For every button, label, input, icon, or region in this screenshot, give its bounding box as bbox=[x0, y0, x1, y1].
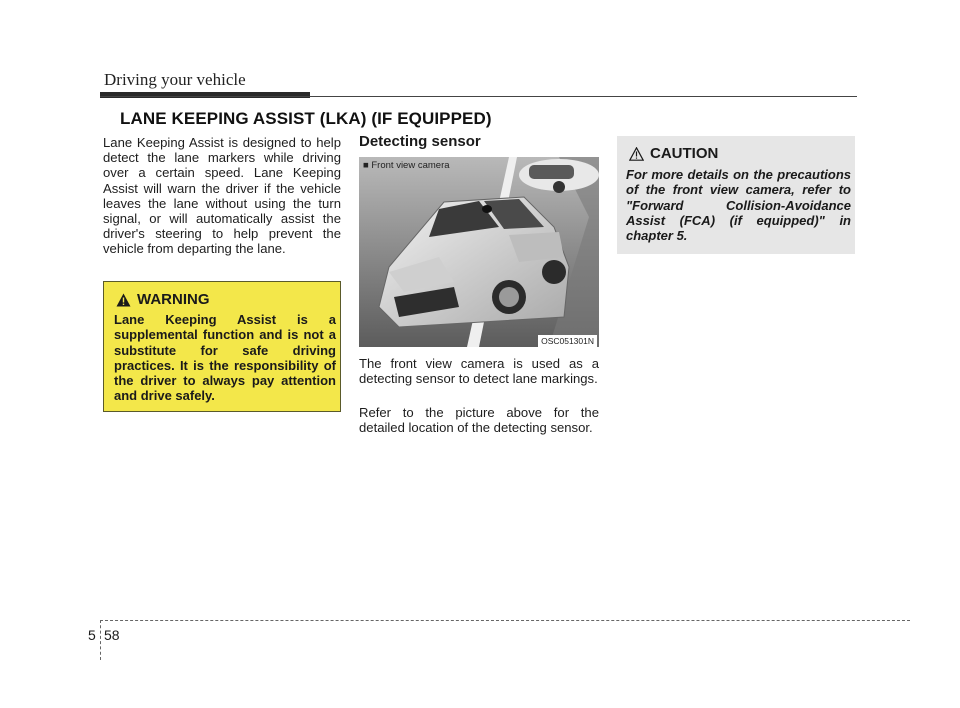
footer-rule bbox=[100, 620, 910, 621]
warning-title: WARNING bbox=[137, 291, 210, 308]
caution-triangle-icon bbox=[629, 147, 644, 161]
intro-paragraph: Lane Keeping Assist is designed to help detect the lane markers while driving over a certain speed. Lane Keeping Assist will warn the driver if the vehicle leaves the lane without using the turn signal, or will automatically assist the driver's steering to help prevent the vehicle from departing the lane. bbox=[103, 135, 341, 257]
figure-code: OSC051301N bbox=[538, 335, 597, 347]
caution-header bbox=[629, 145, 718, 162]
section-title: LANE KEEPING ASSIST (LKA) (IF EQUIPPED) bbox=[120, 109, 492, 128]
front-camera-figure bbox=[359, 157, 599, 347]
warning-box bbox=[103, 281, 341, 412]
footer-page-number: 58 bbox=[104, 627, 120, 643]
caution-box bbox=[617, 136, 855, 254]
footer-divider bbox=[100, 620, 101, 660]
chapter-title: Driving your vehicle bbox=[104, 70, 246, 89]
figure-label: ■ Front view camera bbox=[363, 160, 450, 171]
footer-chapter-number: 5 bbox=[88, 627, 96, 643]
camera-paragraph-1: The front view camera is used as a detecting sensor to detect lane markings. bbox=[359, 356, 599, 387]
chapter-rule bbox=[100, 96, 857, 97]
chapter-bar bbox=[100, 92, 310, 98]
caution-text: For more details on the precautions of the front view camera, refer to "Forward Collision-Avoidance Assist (FCA) (if equipped)" in chapter 5. bbox=[626, 167, 851, 244]
detecting-sensor-title: Detecting sensor bbox=[359, 133, 481, 150]
camera-paragraph-2: Refer to the picture above for the detailed location of the detecting sensor. bbox=[359, 405, 599, 436]
warning-header bbox=[116, 291, 210, 308]
car-illustration bbox=[359, 157, 599, 347]
warning-triangle-icon bbox=[116, 293, 131, 307]
warning-text: Lane Keeping Assist is a supplemental function and is not a substitute for safe driving practices. It is the responsibility of the driver to always pay attention and drive safely. bbox=[114, 312, 336, 404]
caution-title: CAUTION bbox=[650, 145, 719, 162]
